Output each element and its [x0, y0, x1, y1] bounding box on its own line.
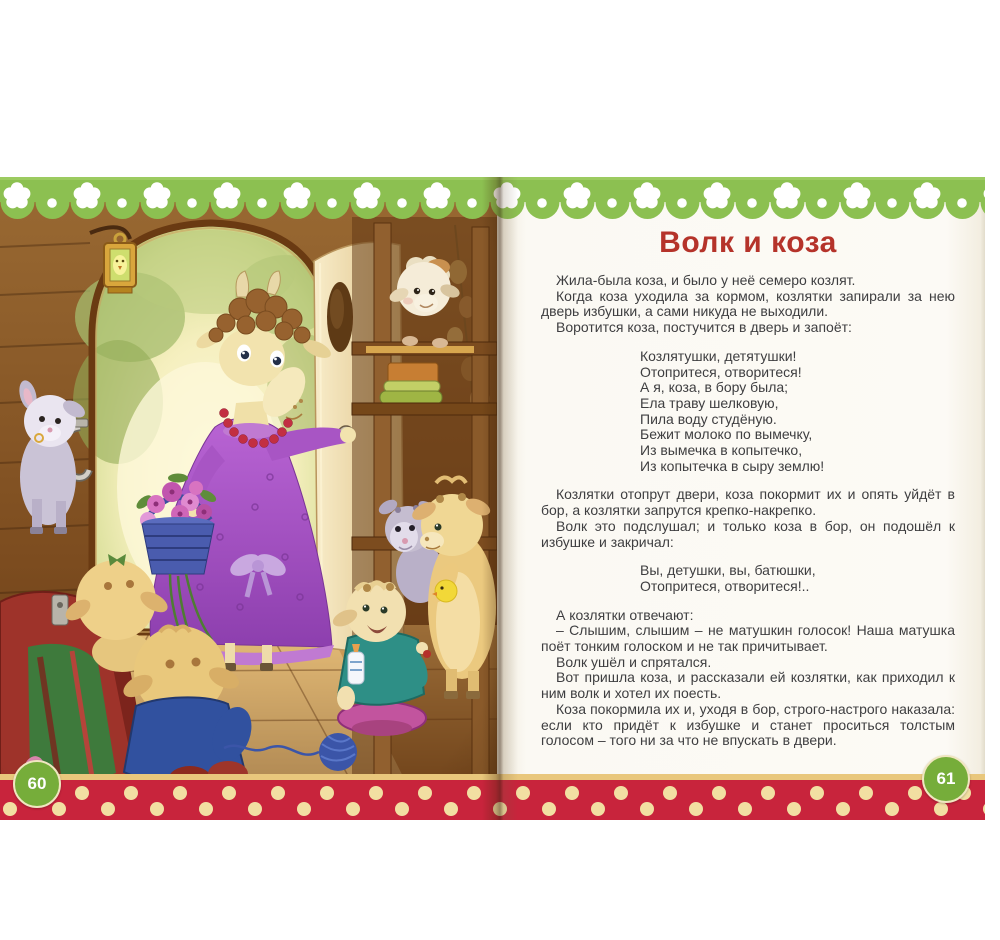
story-paragraph: Когда коза уходила за кормом, козлятки запирали за нею дверь избушки, а сами никуда не выходили.: [541, 287, 955, 320]
story-paragraph: Козлятки отопрут двери, коза покормит их и опять уйдёт в бор, а козлятки запрутся крепко-накрепко.: [541, 486, 955, 519]
verse-line: Вы, детушки, вы, батюшки,: [640, 562, 816, 579]
verse-line: Отопритеся, отворитеся!: [640, 363, 802, 380]
bottom-dot-band: [0, 774, 985, 820]
gold-line: [0, 774, 985, 780]
verse-line: Бежит молоко по вымечку,: [640, 426, 813, 443]
story-paragraph: А козлятки отвечают:: [556, 606, 694, 623]
story-paragraph: Волк ушёл и спрятался.: [556, 653, 712, 670]
verse-block: [640, 563, 955, 594]
story-paragraph: Коза покормила их и, уходя в бор, строго-настрого наказала: если кто придёт к избушке и станет проситься толстым голосом – того ни за что не впускать в двери.: [541, 700, 955, 749]
story-paragraph: – Слышим, слышим – не матушкин голосок! Наша матушка поёт тонким голоском и не так причитывает.: [541, 622, 955, 655]
right-page: [497, 177, 985, 820]
left-page: [0, 177, 497, 820]
story-paragraph: Вот пришла коза, и рассказали ей козлятки, как приходил к ним волк и хотел их поесть.: [541, 669, 955, 702]
story-paragraph: Волк это подслушал; и только коза в бор, он подошёл к избушке и закричал:: [541, 517, 955, 550]
verse-line: Ела траву шелковую,: [640, 394, 779, 411]
verse-line: А я, коза, в бору была;: [640, 379, 789, 396]
verse-line: Из копытечка в сыру землю!: [640, 457, 825, 474]
page-number-right: 61: [922, 755, 970, 803]
story-paragraph: Воротится коза, постучится в дверь и запоёт:: [556, 319, 852, 336]
verse-line: Пила воду студёную.: [640, 410, 777, 427]
verse-line: Козлятушки, детятушки!: [640, 347, 797, 364]
verse-line: Отопритеся, отворитеся!..: [640, 577, 810, 594]
verse-line: Из вымечка в копытечко,: [640, 442, 803, 459]
story-title: Волк и коза: [659, 226, 837, 259]
vignette: [0, 177, 497, 820]
verse-block: [640, 349, 955, 475]
story-body: [541, 273, 955, 749]
story-paragraph: Жила-была коза, и было у неё семеро козлят.: [556, 272, 856, 288]
illustration-goat-house: [0, 177, 497, 820]
book-spread: [0, 177, 985, 820]
story-column: [541, 177, 955, 749]
top-flower-border: [0, 177, 985, 221]
page-number-left: 60: [13, 760, 61, 808]
